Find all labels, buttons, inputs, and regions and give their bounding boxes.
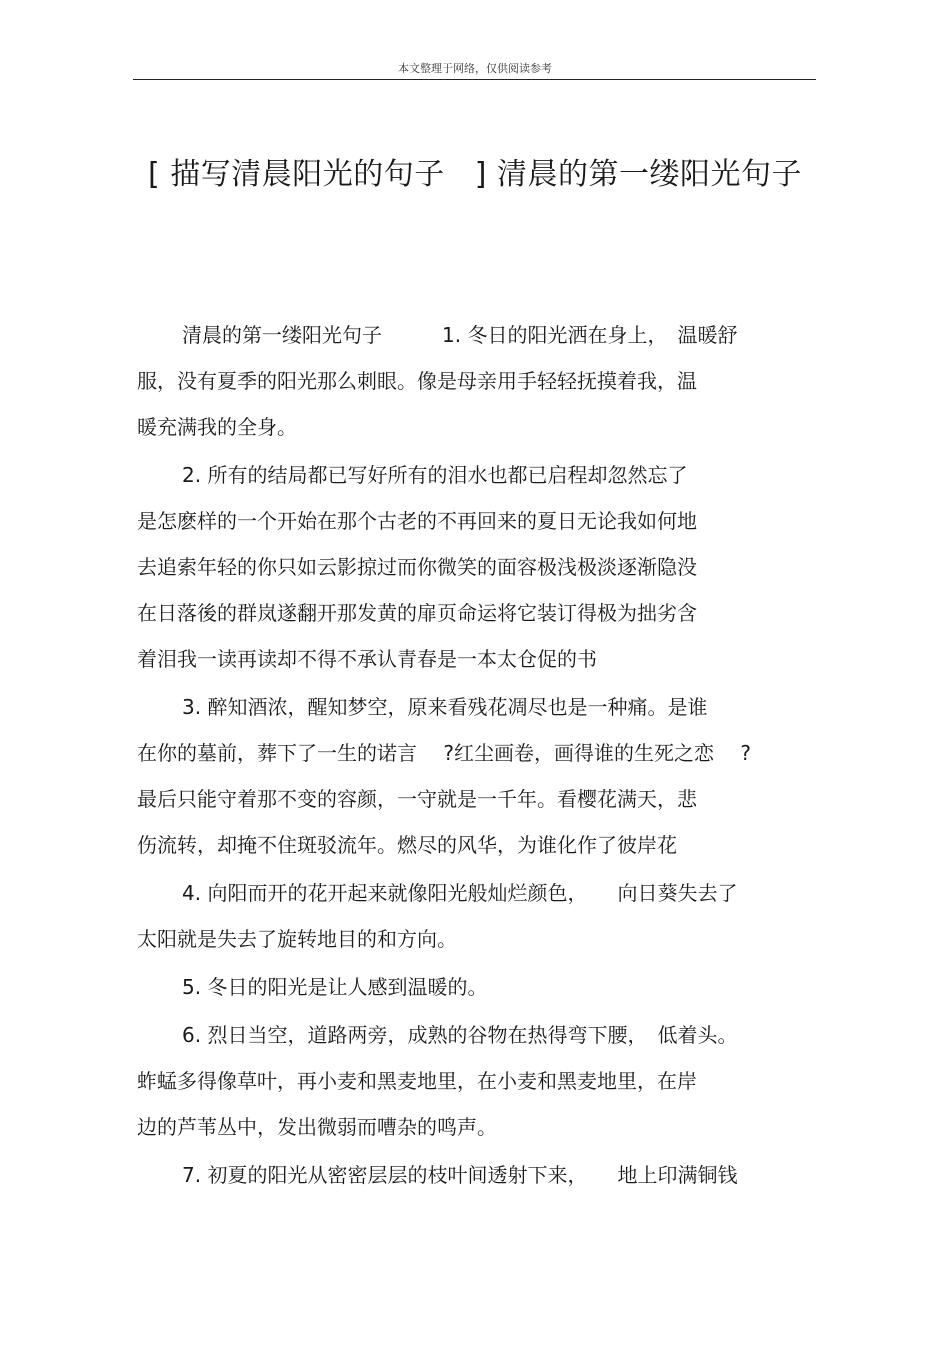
title-part-2: ] 清晨的第一缕阳光句子	[474, 157, 802, 192]
page-title	[135, 152, 815, 198]
header-note: 本文整理于网络，仅供阅读参考	[398, 62, 552, 75]
paragraph-5: 5. 冬日的阳光是让人感到温暖的。	[182, 975, 488, 999]
paragraph-3: 3. 醉知酒浓，醒知梦空，原来看残花凋尽也是一种痛。是谁 在你的墓前，葬下了一生的诺言 ?红尘画卷，画得谁的生死之恋 ? 最后只能守着那不变的容颜，一守就是一千年。看樱花满天，悲 伤流转，却掩不住斑驳流年。燃尽的风华，为谁化作了彼岸花	[137, 695, 751, 857]
paragraph-4: 4. 向阳而开的花开起来就像阳光般灿烂颜色， 向日葵失去了 太阳就是失去了旋转地目的和方向。	[137, 881, 738, 951]
paragraph-2: 2. 所有的结局都已写好所有的泪水也都已启程却忽然忘了 是怎麽样的一个开始在那个古老的不再回来的夏日无论我如何地 去追索年轻的你只如云影掠过而你微笑的面容极浅极淡逐渐隐没 在日落後的群岚遂翻开那发黄的扉页命运将它装订得极为拙劣含 着泪我一读再读却不得不承认青春是一本太仓促的书	[137, 463, 697, 671]
paragraph-7: 7. 初夏的阳光从密密层层的枝叶间透射下来， 地上印满铜钱	[182, 1163, 738, 1187]
article-body	[137, 312, 817, 1200]
title-part-1: [ 描写清晨阳光的句子	[148, 157, 445, 192]
header-divider	[133, 79, 816, 80]
paragraph-6: 6. 烈日当空，道路两旁，成熟的谷物在热得弯下腰， 低着头。 蚱蜢多得像草叶，再小麦和黑麦地里，在小麦和黑麦地里，在岸 边的芦苇丛中，发出微弱而嘈杂的鸣声。	[137, 1023, 738, 1139]
paragraph-1: 清晨的第一缕阳光句子 1. 冬日的阳光洒在身上， 温暖舒 服，没有夏季的阳光那么刺眼。像是母亲用手轻轻抚摸着我，温 暖充满我的全身。	[137, 323, 738, 439]
